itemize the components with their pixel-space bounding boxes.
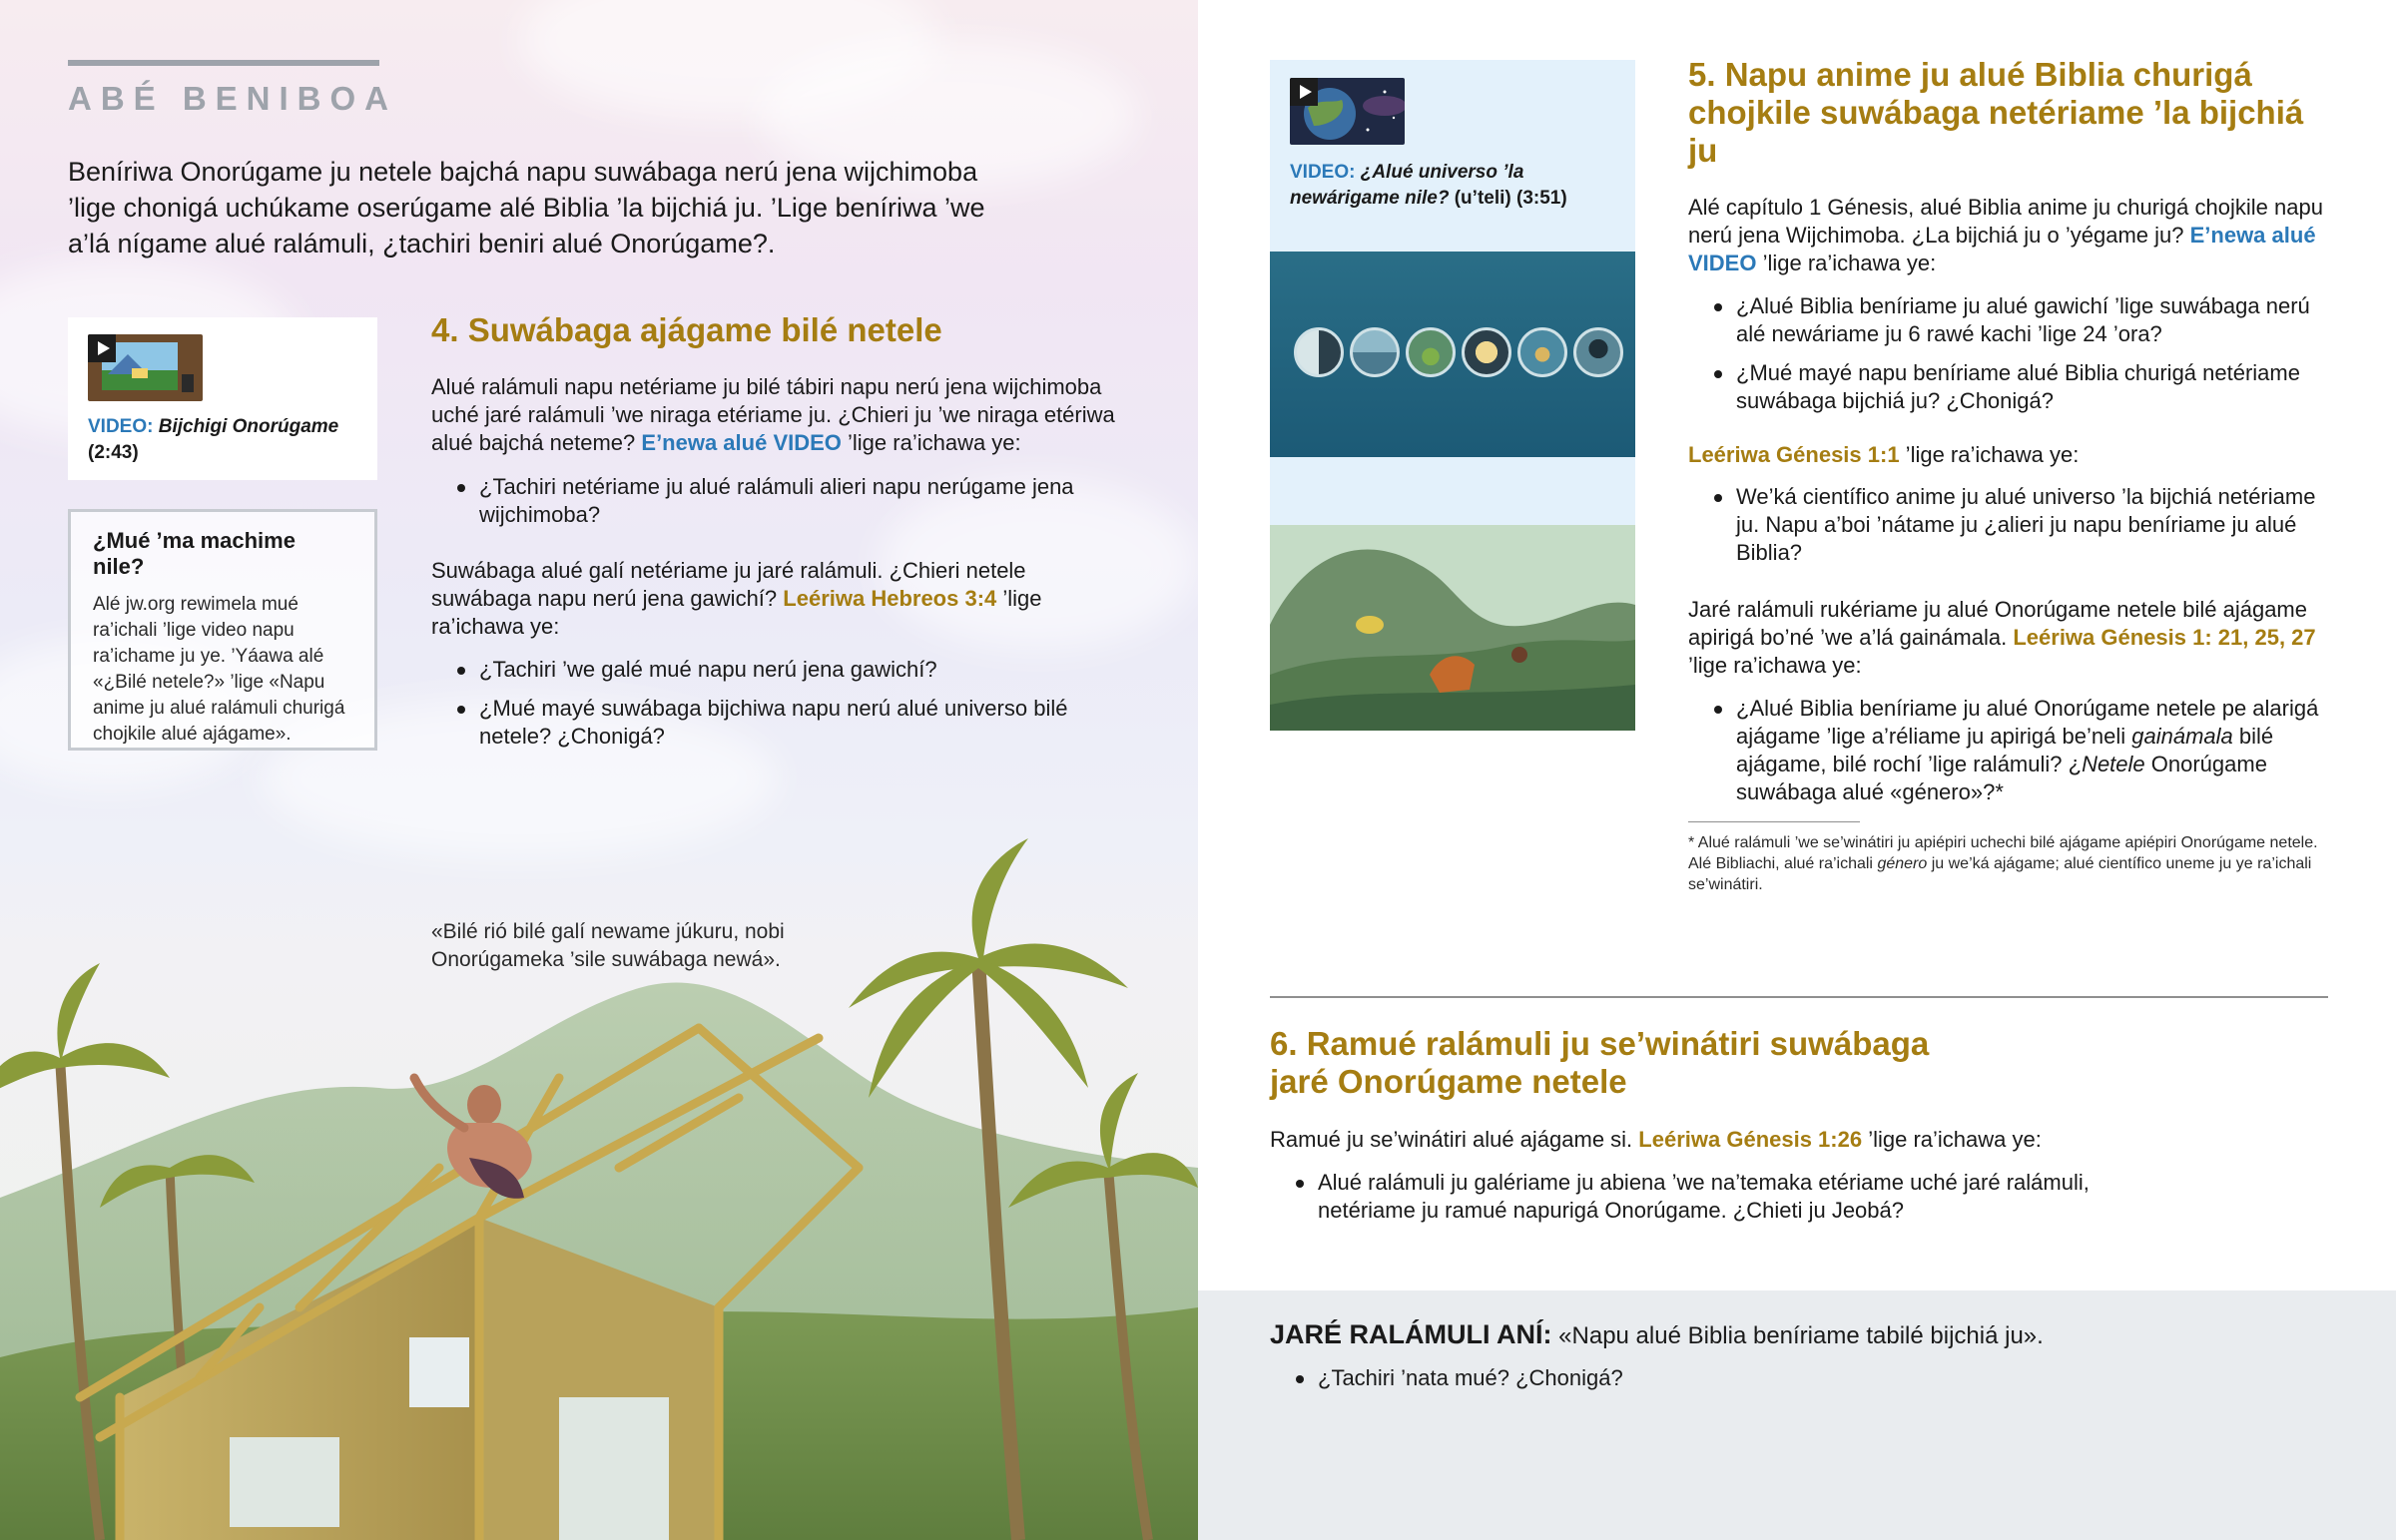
video-link[interactable]: E’newa alué VIDEO bbox=[641, 430, 842, 455]
video-label: VIDEO: bbox=[1290, 162, 1356, 183]
section-divider bbox=[1270, 996, 2328, 998]
section-5-read-1-tail: ’lige ra’ichawa ye: bbox=[1899, 442, 2080, 467]
objection-bullets bbox=[1270, 1364, 2168, 1403]
list-item: ¿Tachiri ’nata mué? ¿Chonigá? bbox=[1270, 1364, 2168, 1392]
list-item: Alué ralámuli ju galériame ju abiena ’we na’temaka etériame uché jaré ralámuli, netériame ju ramué napurigá Onorúgame. ¿Chieti ju Jeobá? bbox=[1270, 1169, 2168, 1225]
section-4-para-1-tail: ’lige ra’ichawa ye: bbox=[841, 430, 1021, 455]
scripture-reference[interactable]: Leériwa Génesis 1:1 bbox=[1688, 442, 1900, 467]
plants-icon bbox=[1406, 327, 1456, 377]
video-link[interactable]: E’newa alué VIDEO bbox=[1688, 223, 2316, 275]
video-label: VIDEO: bbox=[88, 416, 154, 437]
video-duration: (u’teli) (3:51) bbox=[1454, 188, 1567, 209]
bullet-italic: gainámala bbox=[2131, 724, 2233, 749]
birds-fish-icon bbox=[1517, 327, 1567, 377]
section-5-bullets-2 bbox=[1688, 483, 2337, 578]
section-5-para-1-tail: ’lige ra’ichawa ye: bbox=[1756, 251, 1937, 275]
play-icon[interactable] bbox=[88, 334, 116, 362]
intro-paragraph: Beníriwa Onorúgame ju netele bajchá napu suwábaga nerú jena wijchimoba ’lige chonigá uchúkame oserúgame alé Biblia ’la bijchiá ju. ’Lige beníriwa ’we a’lá nígame alué ralámuli, ¿tachiri beniri alué Onorúgame?. bbox=[68, 157, 985, 258]
list-item: We’ká científico anime ju alué universo ’la bijchiá netériame ju. Napu a’boi ’nátame ju ¿alieri ju napu beníriame ju alué Biblia? bbox=[1688, 483, 2337, 567]
section-4-bullets-2 bbox=[431, 656, 1120, 762]
section-5-para-2-tail: ’lige ra’ichawa ye: bbox=[1688, 653, 1862, 678]
sidebar-text: Alé jw.org rewimela mué ra’ichali ’lige video napu ra’ichame ju ye. ’Yáawa alé «¿Bilé netele?» ’lige «Napu anime ju alué ralámuli churigá chojkile alué ajágame». bbox=[93, 594, 345, 745]
section-4-para-2-tail: ’lige ra’ichawa ye: bbox=[431, 586, 1042, 639]
list-item: ¿Alué Biblia beníriame ju alué gawichí ’lige suwábaga nerú alé newáriame ju 6 rawé kachi ’lige 24 ’ora? bbox=[1688, 292, 2337, 348]
section-4-para-1-text: Alué ralámuli napu netériame ju bilé tábiri napu nerú jena wijchimoba uché jaré ralámuli ’we niraga etériame ju. ¿Chieri ju ’we niraga etériwa alué bajchá neteme? bbox=[431, 374, 1115, 455]
video-duration: (2:43) bbox=[88, 442, 139, 463]
section-4-para-1 bbox=[431, 373, 1120, 457]
video-caption bbox=[1290, 160, 1619, 212]
scripture-reference[interactable]: Leériwa Génesis 1:26 bbox=[1638, 1127, 1863, 1152]
list-item bbox=[1688, 695, 2337, 806]
footnote-rule bbox=[1688, 821, 1860, 822]
section-4-para-2 bbox=[431, 557, 1120, 641]
video-thumbnail[interactable] bbox=[1290, 78, 1405, 145]
video-card-bijchigi[interactable] bbox=[68, 317, 377, 480]
section-5-para-2-text: Jaré ralámuli rukériame ju alué Onorúgame netele bilé ajágame apirigá bo’né ’we a’lá gainámala. bbox=[1688, 597, 2307, 650]
play-icon[interactable] bbox=[1290, 78, 1318, 106]
bullet-text: ¿Alué Biblia beníriame ju alué Onorúgame netele pe alarigá ajágame ’lige a’réliame ju apirigá be’neli bbox=[1736, 696, 2319, 749]
sun-moon-icon bbox=[1462, 327, 1511, 377]
creation-days-panel bbox=[1270, 252, 1635, 457]
objection-quote: «Napu alué Biblia beníriame tabilé bijchiá ju». bbox=[1551, 1322, 2044, 1349]
video-card-universo[interactable] bbox=[1270, 60, 1635, 731]
section-5-bullets-3 bbox=[1688, 695, 2337, 817]
section-4-heading: 4. Suwábaga ajágame bilé netele bbox=[431, 311, 942, 348]
section-6-para bbox=[1270, 1126, 2328, 1154]
list-item: ¿Mué mayé suwábaga bijchiwa napu nerú alué universo bilé netele? ¿Chonigá? bbox=[431, 695, 1120, 751]
video-caption bbox=[88, 414, 367, 466]
section-4-para-2-text: Suwábaga alué galí netériame ju jaré ralámuli. ¿Chieri netele suwábaga napu nerú jena gawichí? bbox=[431, 558, 1026, 611]
bullet-text: bilé ajágame, bilé rochí ’lige ralámuli? ¿ bbox=[1736, 724, 2274, 776]
scripture-reference[interactable]: Leériwa Génesis 1: 21, 25, 27 bbox=[2013, 625, 2316, 650]
footnote-italic: género bbox=[1877, 855, 1928, 872]
waters-sky-icon bbox=[1350, 327, 1400, 377]
bullet-text: Onorúgame suwábaga alué «género»?* bbox=[1736, 752, 2267, 804]
video-title: Bijchigi Onorúgame bbox=[158, 416, 339, 437]
list-item: ¿Tachiri netériame ju alué ralámuli alieri napu nerúgame jena wijchimoba? bbox=[431, 473, 1120, 529]
list-item: ¿Mué mayé napu beníriame alué Biblia churigá netériame suwábaga bijchiá ju? ¿Chonigá? bbox=[1688, 359, 2337, 415]
video-title: ¿Alué universo ’la newárigame nile? bbox=[1290, 162, 1524, 209]
section-5-bullets-1 bbox=[1688, 292, 2337, 426]
light-darkness-icon bbox=[1294, 327, 1344, 377]
objection-lead: JARÉ RALÁMULI ANÍ: bbox=[1270, 1319, 1552, 1349]
section-6-bullets bbox=[1270, 1169, 2168, 1236]
section-5-para-1-text: Alé capítulo 1 Génesis, alué Biblia anime ju churigá chojkile napu nerú jena Wijchimoba. ¿La bijchiá ju o ’yégame ju? bbox=[1688, 195, 2323, 248]
scripture-reference[interactable]: Leériwa Hebreos 3:4 bbox=[783, 586, 997, 611]
nature-illustration bbox=[1270, 525, 1635, 731]
objection-line bbox=[1270, 1318, 2328, 1352]
footnote-text: ju we’ká ajágame; alué científico uneme ju ye ra’ichali se’winátiri. bbox=[1688, 855, 2312, 893]
video-thumbnail[interactable] bbox=[88, 334, 203, 401]
illustration-caption: «Bilé rió bilé galí newame júkuru, nobi Onorúgameka ’sile suwábaga newá». bbox=[431, 920, 785, 971]
sidebar-box bbox=[68, 509, 377, 751]
series-rule bbox=[68, 60, 379, 66]
section-6-para-text: Ramué ju se’winátiri alué ajágame si. bbox=[1270, 1127, 1633, 1152]
footnote bbox=[1688, 832, 2323, 895]
bullet-italic: Netele bbox=[2082, 752, 2145, 776]
footnote-text: * Alué ralámuli ’we se’winátiri ju apiépiri uchechi bilé ajágame apiépiri Onorúgame netele. Alé Bibliachi, alué ra’ichali bbox=[1688, 834, 2318, 872]
section-5-para-1 bbox=[1688, 194, 2327, 277]
section-6-para-tail: ’lige ra’ichawa ye: bbox=[1862, 1127, 2042, 1152]
section-6-heading: 6. Ramué ralámuli ju se’winátiri suwábaga jaré Onorúgame netele bbox=[1270, 1025, 1930, 1100]
section-5-para-2 bbox=[1688, 596, 2327, 680]
sidebar-heading: ¿Mué ’ma machime nile? bbox=[93, 528, 296, 579]
section-5-read-1 bbox=[1688, 441, 2327, 469]
section-5-heading: 5. Napu anime ju alué Biblia churigá chojkile suwábaga netériame ’la bijchiá ju bbox=[1688, 56, 2304, 169]
section-4-bullets-1 bbox=[431, 473, 1120, 540]
house-building-illustration bbox=[0, 838, 1198, 1540]
series-title: ABÉ BENIBOA bbox=[68, 80, 398, 117]
list-item: ¿Tachiri ’we galé mué napu nerú jena gawichí? bbox=[431, 656, 1120, 684]
human-icon bbox=[1573, 327, 1623, 377]
